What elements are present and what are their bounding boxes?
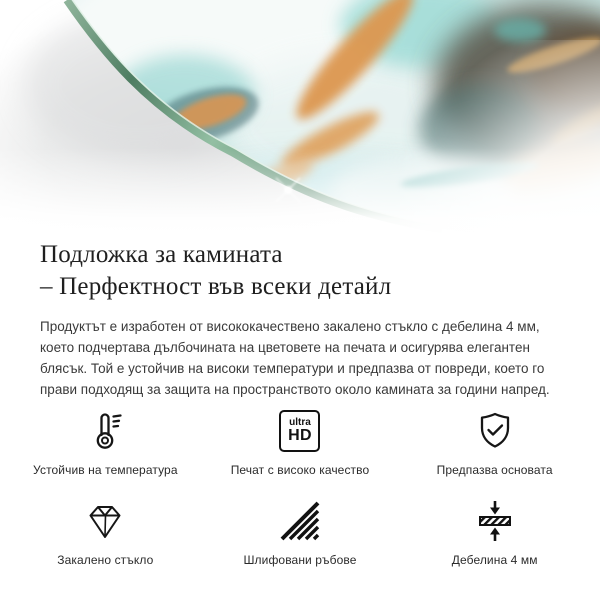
feature-thickness [397, 497, 592, 567]
ultra-hd-icon [279, 407, 320, 454]
thermometer-icon [83, 407, 127, 454]
feature-grid [0, 407, 600, 567]
feature-tempered-glass [8, 497, 203, 567]
page-title [40, 239, 560, 303]
page-title-line2: – Перфектност във всеки детайл [40, 273, 392, 300]
page-title-line1: Подложка за камината [40, 241, 283, 268]
feature-label: Предпазва основата [436, 463, 553, 477]
shield-check-icon [473, 407, 517, 454]
feature-label: Закалено стъкло [57, 553, 154, 567]
product-hero-image [0, 0, 600, 236]
thickness-icon [473, 497, 517, 544]
feature-label: Устойчив на температура [33, 463, 178, 477]
feature-label: Дебелина 4 мм [451, 553, 538, 567]
diamond-icon [83, 497, 127, 544]
product-copy [0, 239, 600, 400]
feature-protects-base [397, 407, 592, 477]
feature-temperature [8, 407, 203, 477]
ultra-hd-text-bottom: HD [288, 427, 312, 444]
polished-edge-icon [278, 497, 322, 544]
feature-label: Шлифовани ръбове [243, 553, 357, 567]
ultra-hd-text-top: ultra [289, 417, 311, 428]
feature-polished-edges [203, 497, 398, 567]
product-description: Продуктът е изработен от висококачествено закалено стъкло с дебелина 4 мм, което подчертава дълбочината на цветовете на печата и осигурява елегантен блясък. Той е устойчив на високи температури и предпазва от повреди, което го прави подходящ за защита на пространството около камината за години напред. [40, 319, 550, 397]
feature-print-quality [203, 407, 398, 477]
feature-label: Печат с високо качество [230, 463, 370, 477]
